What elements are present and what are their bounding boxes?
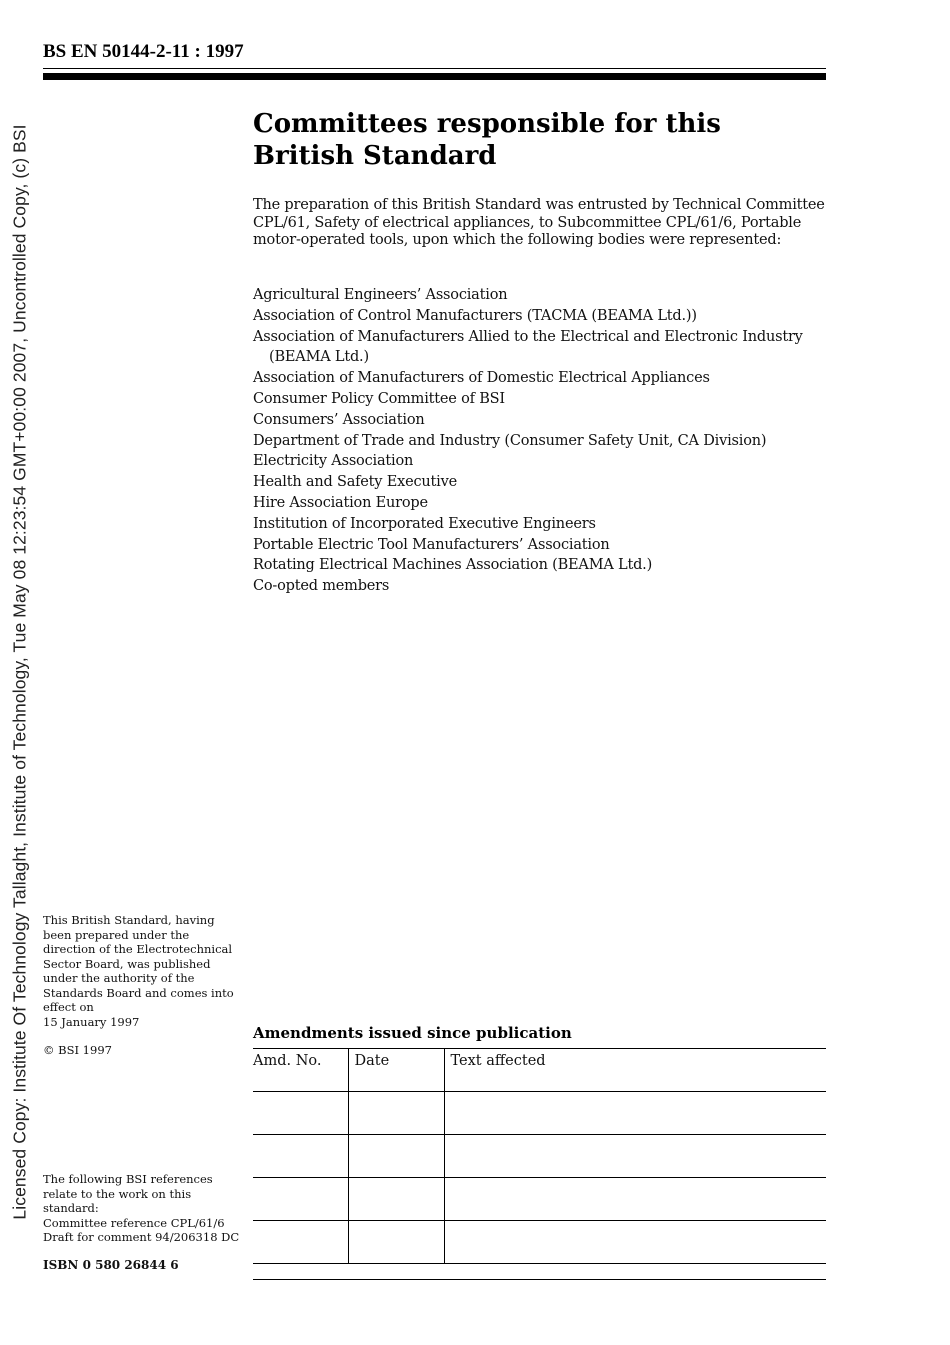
list-item: Consumers’ Association bbox=[253, 411, 425, 428]
table-cell bbox=[444, 1221, 826, 1264]
references-note-line: The following BSI references bbox=[43, 1172, 213, 1186]
page-title-line-1: Committees responsible for this bbox=[253, 109, 721, 139]
intro-paragraph bbox=[253, 197, 825, 250]
table-cell bbox=[444, 1178, 826, 1221]
publication-note-line: This British Standard, having bbox=[43, 913, 215, 927]
table-cell bbox=[348, 1135, 444, 1178]
publication-note-line: 15 January 1997 bbox=[43, 1014, 140, 1029]
list-item: Rotating Electrical Machines Association (BEAMA Ltd.) bbox=[253, 557, 653, 574]
table-cell bbox=[348, 1221, 444, 1264]
list-item-continuation: (BEAMA Ltd.) bbox=[269, 349, 369, 366]
list-item: Health and Safety Executive bbox=[253, 474, 457, 491]
list-item: Association of Manufacturers of Domestic Electrical Appliances bbox=[253, 370, 710, 387]
references-note-line: standard: bbox=[43, 1201, 99, 1215]
references-note-line: Committee reference CPL/61/6 bbox=[43, 1215, 225, 1230]
publication-note-line: direction of the Electrotechnical bbox=[43, 942, 233, 956]
publication-note bbox=[43, 913, 235, 1029]
column-header-text-affected: Text affected bbox=[444, 1049, 826, 1092]
table-cell bbox=[253, 1092, 348, 1135]
list-item: Co-opted members bbox=[253, 578, 390, 595]
copyright-notice bbox=[43, 1043, 235, 1058]
table-cell bbox=[253, 1221, 348, 1264]
publication-note-line: Standards Board and comes into bbox=[43, 985, 234, 1000]
column-header-amd-no: Amd. No. bbox=[253, 1049, 348, 1092]
table-row bbox=[253, 1221, 826, 1264]
header-rule-thin bbox=[43, 68, 826, 69]
list-item-line: Association of Manufacturers Allied to the Electrical and Electronic Industry bbox=[253, 328, 803, 345]
list-item: Department of Trade and Industry (Consumer Safety Unit, CA Division) bbox=[253, 432, 767, 449]
list-item: Agricultural Engineers’ Association bbox=[253, 287, 508, 303]
intro-line-3: motor-operated tools, upon which the following bodies were represented: bbox=[253, 232, 782, 248]
list-item: Institution of Incorporated Executive Engineers bbox=[253, 515, 596, 532]
list-item: Electricity Association bbox=[253, 453, 414, 470]
page-title-line-2: British Standard bbox=[253, 141, 497, 171]
list-item: Hire Association Europe bbox=[253, 494, 428, 511]
table-row bbox=[253, 1135, 826, 1178]
list-item bbox=[253, 327, 813, 369]
column-header-date: Date bbox=[348, 1049, 444, 1092]
list-item: Consumer Policy Committee of BSI bbox=[253, 390, 505, 407]
table-cell bbox=[348, 1092, 444, 1135]
footer-rule bbox=[253, 1279, 826, 1280]
references-note-line: relate to the work on this bbox=[43, 1186, 192, 1201]
publication-note-line: Sector Board, was published bbox=[43, 956, 211, 971]
intro-line-1: The preparation of this British Standard was entrusted by Technical Committee bbox=[253, 197, 825, 213]
header-rule-thick bbox=[43, 73, 826, 80]
copyright-text: © BSI 1997 bbox=[43, 1043, 112, 1057]
table-row bbox=[253, 1178, 826, 1221]
side-watermark: Licensed Copy: Institute Of Technology Tallaght, Institute of Technology, Tue May 08 12:23:54 GMT+00:00 2007, Uncontrolled Copy, (c) BSI bbox=[9, 124, 30, 1220]
amendments-table bbox=[253, 1048, 826, 1264]
publication-note-line: been prepared under the bbox=[43, 927, 190, 942]
table-cell bbox=[444, 1135, 826, 1178]
list-item: Association of Control Manufacturers (TACMA (BEAMA Ltd.)) bbox=[253, 307, 697, 324]
table-cell bbox=[253, 1135, 348, 1178]
table-cell bbox=[348, 1178, 444, 1221]
table-row bbox=[253, 1092, 826, 1135]
intro-line-2: CPL/61, Safety of electrical appliances, to Subcommittee CPL/61/6, Portable bbox=[253, 214, 802, 231]
represented-bodies-list bbox=[253, 285, 813, 597]
document-id: BS EN 50144-2-11 : 1997 bbox=[43, 41, 244, 62]
publication-note-line: effect on bbox=[43, 1000, 94, 1014]
list-item: Portable Electric Tool Manufacturers’ Association bbox=[253, 536, 610, 553]
publication-note-line: under the authority of the bbox=[43, 971, 195, 985]
isbn: ISBN 0 580 26844 6 bbox=[43, 1258, 179, 1272]
table-cell bbox=[253, 1178, 348, 1221]
table-cell bbox=[444, 1092, 826, 1135]
amendments-title: Amendments issued since publication bbox=[253, 1024, 572, 1042]
table-header-row bbox=[253, 1049, 826, 1092]
references-note-line: Draft for comment 94/206318 DC bbox=[43, 1230, 240, 1244]
references-note bbox=[43, 1172, 240, 1245]
page-title bbox=[253, 108, 813, 172]
